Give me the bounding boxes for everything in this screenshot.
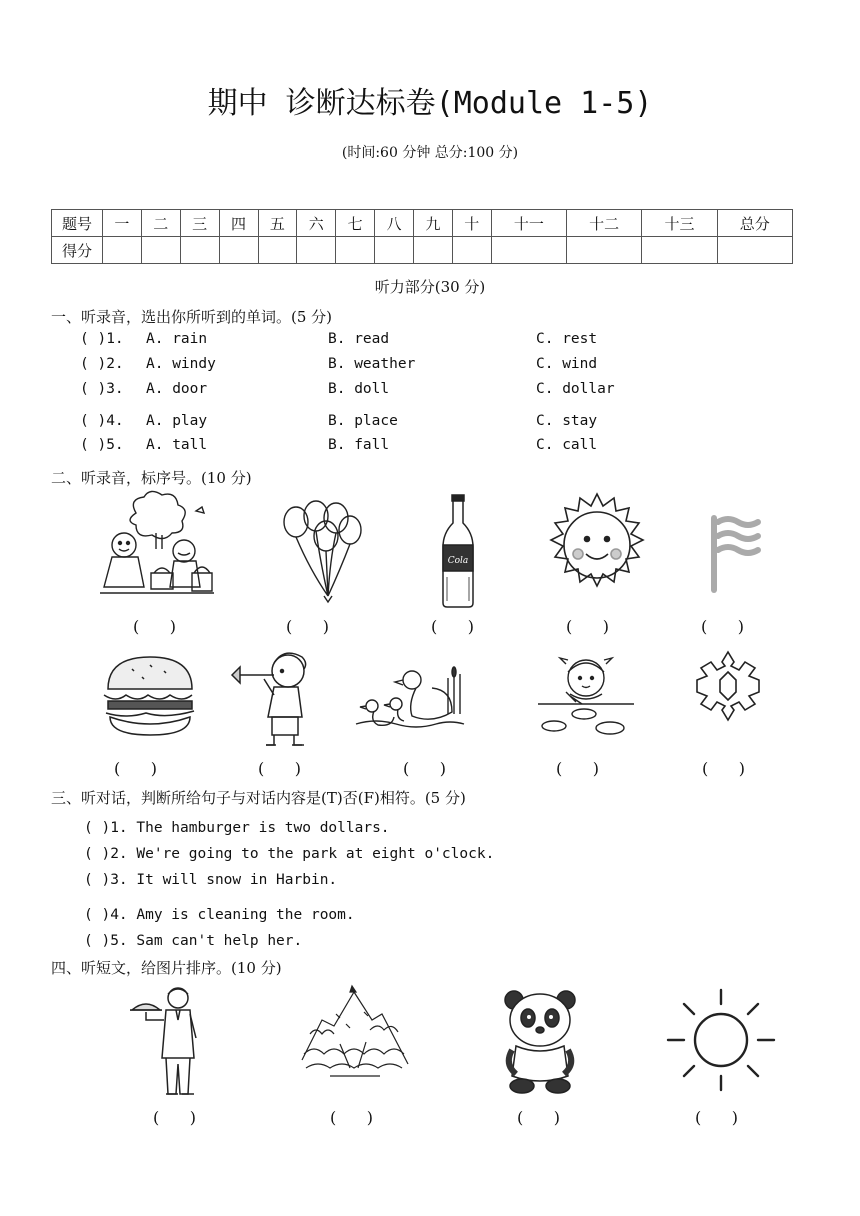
- option-a: A. play: [146, 413, 208, 429]
- table-cell: 十一: [491, 210, 566, 237]
- question-number[interactable]: ( )2.: [80, 356, 124, 372]
- statement-item[interactable]: ( )1. The hamburger is two dollars.: [84, 820, 390, 836]
- score-table-header-row: [52, 210, 793, 237]
- option-a: A. windy: [146, 356, 216, 372]
- score-cell[interactable]: [452, 237, 491, 264]
- question-number[interactable]: ( )5.: [80, 437, 124, 453]
- statement-item[interactable]: ( )4. Amy is cleaning the room.: [84, 907, 355, 923]
- score-cell[interactable]: [219, 237, 258, 264]
- section2-title: 二、听录音，标序号。(10 分): [51, 469, 252, 487]
- table-cell: 题号: [52, 210, 103, 237]
- sun-face-picture: [544, 492, 650, 598]
- score-cell[interactable]: [258, 237, 297, 264]
- exam-info: (时间:60 分钟 总分:100 分): [341, 145, 519, 161]
- table-cell: 二: [141, 210, 180, 237]
- answer-bracket[interactable]: ( ): [566, 617, 609, 636]
- option-c: C. wind: [536, 356, 598, 372]
- section3-title: 三、听对话，判断所给句子与对话内容是(T)否(F)相符。(5 分): [51, 789, 466, 807]
- svg-text:Cola: Cola: [447, 556, 469, 566]
- panda-picture: [500, 988, 580, 1096]
- cola-bottle-picture: [438, 493, 478, 609]
- score-table: [51, 209, 793, 264]
- answer-bracket[interactable]: ( ): [701, 617, 744, 636]
- answer-bracket[interactable]: ( ): [133, 617, 176, 636]
- table-cell: 六: [297, 210, 336, 237]
- score-cell[interactable]: [642, 237, 717, 264]
- page-title: 期中 诊断达标卷(Module 1-5): [207, 86, 653, 121]
- answer-bracket[interactable]: ( ): [153, 1108, 196, 1127]
- answer-bracket[interactable]: ( ): [556, 759, 599, 778]
- score-cell[interactable]: [491, 237, 566, 264]
- statement-item[interactable]: ( )2. We're going to the park at eight o'clock.: [84, 846, 495, 862]
- score-cell[interactable]: [141, 237, 180, 264]
- snowflake-picture: [684, 650, 772, 730]
- option-b: B. read: [328, 331, 390, 347]
- table-cell: 总分: [717, 210, 792, 237]
- section1-title: 一、听录音，选出你所听到的单词。(5 分): [51, 308, 333, 326]
- statement-item[interactable]: ( )3. It will snow in Harbin.: [84, 872, 338, 888]
- question-number[interactable]: ( )1.: [80, 331, 124, 347]
- option-c: C. dollar: [536, 381, 615, 397]
- option-a: A. tall: [146, 437, 208, 453]
- option-a: A. rain: [146, 331, 208, 347]
- option-b: B. fall: [328, 437, 390, 453]
- table-cell: 九: [414, 210, 453, 237]
- option-b: B. place: [328, 413, 398, 429]
- listening-part-title: 听力部分(30 分): [374, 278, 486, 296]
- mountain-picture: [300, 984, 410, 1084]
- table-cell: 三: [180, 210, 219, 237]
- table-cell: 得分: [52, 237, 103, 264]
- answer-bracket[interactable]: ( ): [403, 759, 446, 778]
- answer-bracket[interactable]: ( ): [695, 1108, 738, 1127]
- answer-bracket[interactable]: ( ): [286, 617, 329, 636]
- table-cell: 七: [336, 210, 375, 237]
- option-c: C. call: [536, 437, 598, 453]
- table-cell: 一: [103, 210, 142, 237]
- option-b: B. weather: [328, 356, 416, 372]
- score-cell[interactable]: [103, 237, 142, 264]
- score-cell[interactable]: [567, 237, 642, 264]
- option-b: B. doll: [328, 381, 390, 397]
- table-cell: 十: [452, 210, 491, 237]
- picnic-picture: [96, 493, 218, 603]
- question-number[interactable]: ( )3.: [80, 381, 124, 397]
- answer-bracket[interactable]: ( ): [702, 759, 745, 778]
- score-cell[interactable]: [414, 237, 453, 264]
- flag-picture: [706, 514, 768, 594]
- score-cell[interactable]: [717, 237, 792, 264]
- answer-bracket[interactable]: ( ): [258, 759, 301, 778]
- section4-title: 四、听短文，给图片排序。(10 分): [51, 959, 282, 977]
- option-c: C. stay: [536, 413, 598, 429]
- answer-bracket[interactable]: ( ): [431, 617, 474, 636]
- table-cell: 五: [258, 210, 297, 237]
- option-c: C. rest: [536, 331, 598, 347]
- score-table-score-row: [52, 237, 793, 264]
- answer-bracket[interactable]: ( ): [114, 759, 157, 778]
- score-cell[interactable]: [297, 237, 336, 264]
- hamburger-picture: [102, 655, 198, 741]
- table-cell: 十二: [567, 210, 642, 237]
- ducks-picture: [354, 664, 468, 732]
- score-cell[interactable]: [375, 237, 414, 264]
- girl-eating-picture: [536, 650, 636, 740]
- statement-item[interactable]: ( )5. Sam can't help her.: [84, 933, 303, 949]
- option-a: A. door: [146, 381, 208, 397]
- score-cell[interactable]: [180, 237, 219, 264]
- answer-bracket[interactable]: ( ): [330, 1108, 373, 1127]
- table-cell: 四: [219, 210, 258, 237]
- score-cell[interactable]: [336, 237, 375, 264]
- table-cell: 十三: [642, 210, 717, 237]
- waiter-picture: [130, 984, 210, 1098]
- answer-bracket[interactable]: ( ): [517, 1108, 560, 1127]
- sun-picture: [664, 986, 778, 1094]
- boy-trumpet-picture: [230, 645, 322, 751]
- question-number[interactable]: ( )4.: [80, 413, 124, 429]
- balloons-picture: [280, 500, 364, 604]
- table-cell: 八: [375, 210, 414, 237]
